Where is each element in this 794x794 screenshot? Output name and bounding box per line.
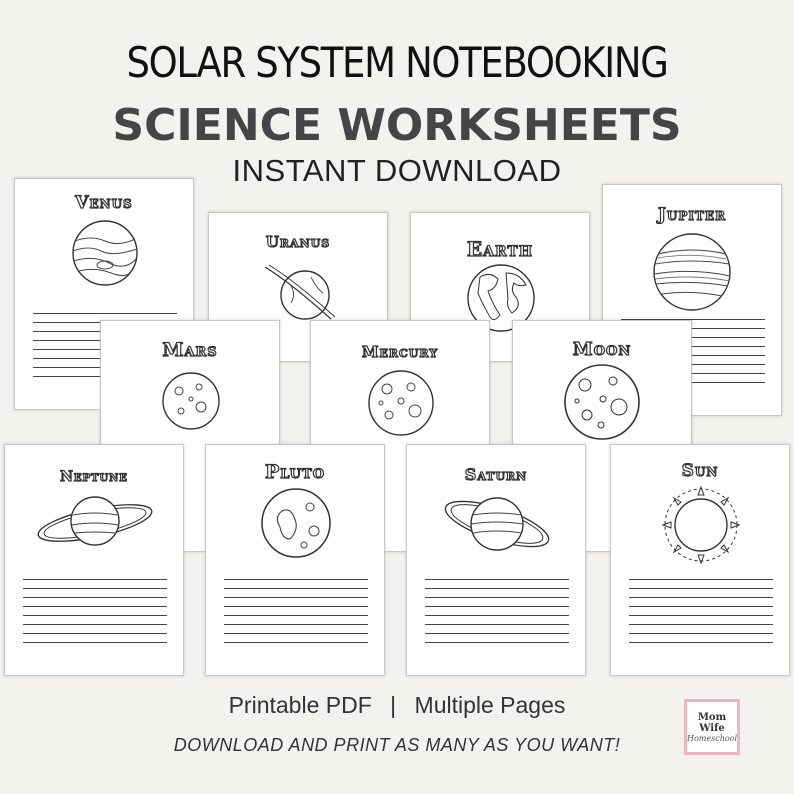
- worksheet-title: Mars: [162, 339, 218, 361]
- worksheet-title: Pluto: [264, 461, 326, 483]
- worksheet-title: Jupiter: [657, 205, 727, 225]
- tagline: DOWNLOAD AND PRINT AS MANY AS YOU WANT!: [173, 735, 621, 755]
- format-pages: Multiple Pages: [414, 692, 566, 718]
- worksheet-neptune: [4, 444, 184, 676]
- worksheet-title: Neptune: [60, 469, 128, 485]
- worksheet-title: Moon: [572, 339, 632, 360]
- format-line: [0, 692, 794, 719]
- title-line-2: SCIENCE WORKSHEETS: [112, 100, 682, 151]
- worksheet-title: Earth: [466, 237, 534, 261]
- title-line-1: SOLAR SYSTEM NOTEBOOKING: [126, 38, 668, 87]
- neptune-illustration: [35, 493, 155, 553]
- saturn-illustration: [441, 489, 553, 559]
- worksheet-title: Uranus: [265, 233, 331, 251]
- moon-illustration: [563, 363, 641, 441]
- worksheet-title: Mercury: [361, 343, 439, 361]
- worksheet-title: Venus: [75, 193, 133, 213]
- jupiter-illustration: [652, 232, 732, 312]
- brand-logo: Mom Wife Homeschool: [684, 699, 740, 755]
- writing-lines: [23, 579, 167, 643]
- uranus-illustration: [261, 263, 341, 323]
- worksheet-saturn: [406, 444, 586, 676]
- sun-illustration: [661, 485, 741, 565]
- worksheet-pluto: [205, 444, 385, 676]
- venus-illustration: [71, 219, 139, 287]
- worksheet-title: Sun: [681, 461, 719, 481]
- writing-lines: [629, 579, 773, 643]
- mercury-illustration: [367, 369, 435, 437]
- worksheet-sun: [610, 444, 790, 676]
- writing-lines: [224, 579, 368, 643]
- pluto-illustration: [260, 487, 332, 559]
- title-line-3: INSTANT DOWNLOAD: [232, 153, 562, 188]
- format-pdf: Printable PDF: [228, 692, 372, 718]
- format-separator: |: [390, 692, 397, 718]
- mars-illustration: [161, 371, 221, 431]
- worksheet-title: Saturn: [464, 465, 528, 484]
- writing-lines: [425, 579, 569, 643]
